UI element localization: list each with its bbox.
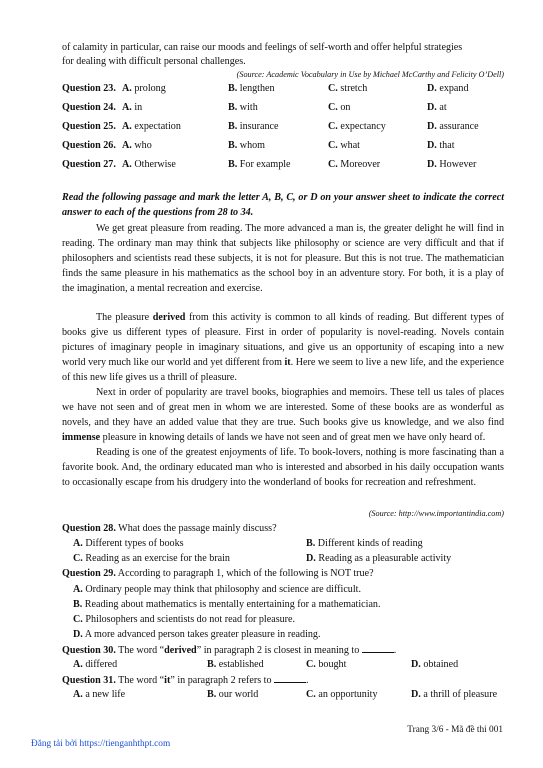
- option-a[interactable]: A. prolong: [122, 83, 166, 94]
- question-label: Question 25.: [62, 121, 116, 132]
- passage-paragraph-4: Reading is one of the greatest enjoyments of life. To book-lovers, nothing is more fascinating than a favorite book. And, the ordinary educated man who is interested and absorbed in his daily occupation wants to occasionally escape from his drudgery into the wonderland of books for recreation and refreshment.: [62, 447, 504, 489]
- option-a[interactable]: A. who: [122, 140, 152, 151]
- answer-blank: [362, 643, 394, 653]
- intro-line-2: for dealing with difficult personal challenges.: [62, 56, 246, 67]
- source-citation-2: (Source: http://www.importantindia.com): [368, 509, 504, 518]
- option-a[interactable]: A. expectation: [122, 121, 181, 132]
- option-c[interactable]: C. what: [328, 140, 360, 151]
- question-row-23: [62, 82, 512, 96]
- q31-option-d[interactable]: D. a thrill of pleasure: [411, 689, 498, 700]
- q30-option-c[interactable]: C. bought: [306, 659, 347, 670]
- option-b[interactable]: B. with: [228, 102, 258, 113]
- q28-option-a[interactable]: A. Different types of books: [73, 538, 184, 549]
- question-row-27: [62, 158, 512, 172]
- option-c[interactable]: C. expectancy: [328, 121, 386, 132]
- question-row-26: [62, 139, 512, 153]
- highlighted-word-it: it: [284, 357, 291, 369]
- q29-option-d[interactable]: D. A more advanced person takes greater pleasure in reading.: [73, 629, 321, 640]
- q29-option-c[interactable]: C. Philosophers and scientists do not read for pleasure.: [73, 614, 296, 625]
- publisher-link[interactable]: Đăng tải bởi https://tienganhthpt.com: [31, 739, 171, 749]
- option-a[interactable]: A. Otherwise: [122, 159, 176, 170]
- answer-blank: [274, 673, 306, 683]
- q30-option-d[interactable]: D. obtained: [411, 659, 459, 670]
- question-row-24: [62, 101, 512, 115]
- option-d[interactable]: D. at: [427, 102, 447, 113]
- question-29-stem: Question 29. According to paragraph 1, which of the following is NOT true?: [62, 568, 374, 579]
- passage-paragraph-1: We get great pleasure from reading. The more advanced a man is, the greater delight he will find in reading. The ordinary man may think that subjects like philosophy or science are very difficult and that if philosophers and scientists read these subjects, it is not for pleasure. But this is not true. The mathematician finds the same pleasure in his mathematics as the school boy in an adventure story. For both, it is a play of the imagination, a mental recreation and exercise.: [62, 223, 504, 295]
- option-d[interactable]: D. expand: [427, 83, 469, 94]
- question-label: Question 26.: [62, 140, 116, 151]
- q30-option-b[interactable]: B. established: [207, 659, 264, 670]
- q31-option-a[interactable]: A. a new life: [73, 689, 126, 700]
- intro-line-1: of calamity in particular, can raise our moods and feelings of self-worth and offer helpful strategies: [62, 42, 463, 53]
- passage-paragraph-2: The pleasure derived from this activity is common to all kinds of reading. But different types of books give us different types of pleasure. First in order of popularity is novel-reading. Novels contain pictures of imaginary people in imaginary situations, and give us an opportunity of escaping into a new world very much like our world and yet different from it. Here we seem to live a new life, and the experience of this new life gives us a thrill of pleasure.: [62, 312, 505, 384]
- option-d[interactable]: D. assurance: [427, 121, 479, 132]
- option-d[interactable]: D. However: [427, 159, 477, 170]
- option-b[interactable]: B. For example: [228, 159, 291, 170]
- option-c[interactable]: C. on: [328, 102, 351, 113]
- highlighted-word-derived: derived: [152, 312, 186, 323]
- q28-option-b[interactable]: B. Different kinds of reading: [306, 538, 423, 549]
- option-a[interactable]: A. in: [122, 102, 143, 113]
- option-c[interactable]: C. stretch: [328, 83, 368, 94]
- q28-option-d[interactable]: D. Reading as a pleasurable activity: [306, 553, 452, 564]
- q30-option-a[interactable]: A. differed: [73, 659, 118, 670]
- q29-option-b[interactable]: B. Reading about mathematics is mentally entertaining for a mathematician.: [73, 599, 381, 610]
- option-b[interactable]: B. whom: [228, 140, 266, 151]
- passage-paragraph-3: Next in order of popularity are travel books, biographies and memoirs. These tell us tales of places we have not seen and of great men in whom we are interested. Some of these books are as wonderful as novels, and they have an added value that they are true. Such books give us knowledge, and we also find immense pleasure in knowing details of lands we have not seen and of great men we have only heard of.: [62, 387, 504, 444]
- question-label: Question 23.: [62, 83, 116, 94]
- highlighted-word-immense: immense: [62, 432, 101, 444]
- q31-option-b[interactable]: B. our world: [207, 689, 259, 700]
- option-d[interactable]: D. that: [427, 140, 455, 151]
- source-citation-1: (Source: Academic Vocabulary in Use by Michael McCarthy and Felicity O’Dell): [236, 70, 504, 79]
- q28-option-c[interactable]: C. Reading as an exercise for the brain: [73, 553, 230, 564]
- question-label: Question 24.: [62, 102, 116, 113]
- q29-option-a[interactable]: A. Ordinary people may think that philosophy and science are difficult.: [73, 584, 361, 595]
- question-28-stem: Question 28. What does the passage mainly discuss?: [62, 523, 277, 534]
- question-row-25: [62, 120, 512, 134]
- question-31-stem: Question 31. The word “it” in paragraph 2 refers to .: [62, 675, 309, 686]
- question-30-stem: Question 30. The word “derived” in paragraph 2 is closest in meaning to .: [62, 645, 397, 656]
- page-number-footer: Trang 3/6 - Mã đề thi 001: [407, 725, 503, 735]
- option-c[interactable]: C. Moreover: [328, 159, 381, 170]
- reading-instruction: Read the following passage and mark the letter A, B, C, or D on your answer sheet to indicate the correct answer to each of the questions from 28 to 34.: [62, 192, 504, 218]
- option-b[interactable]: B. lengthen: [228, 83, 275, 94]
- option-b[interactable]: B. insurance: [228, 121, 279, 132]
- q31-option-c[interactable]: C. an opportunity: [306, 689, 378, 700]
- question-label: Question 27.: [62, 159, 116, 170]
